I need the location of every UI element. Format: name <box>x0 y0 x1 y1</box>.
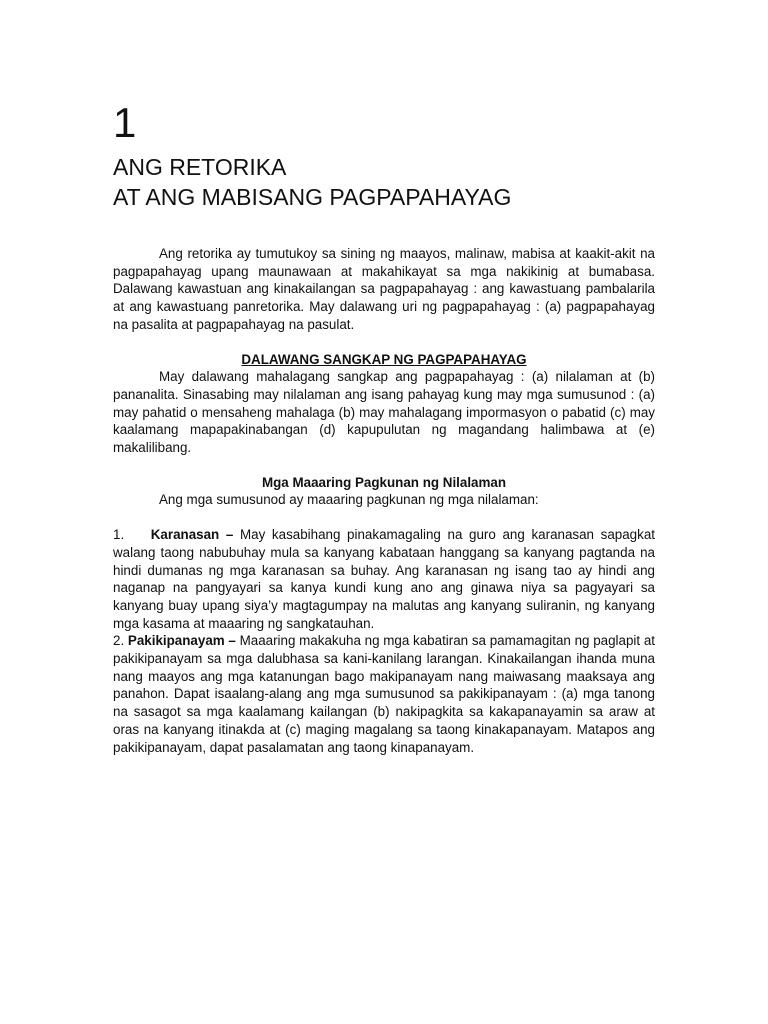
chapter-title-line-2: AT ANG MABISANG PAGPAPAHAYAG <box>113 184 512 210</box>
list-item-term: Karanasan – <box>150 527 234 543</box>
list-item-number: 1. <box>113 527 125 543</box>
intro-paragraph: Ang retorika ay tumutukoy sa sining ng maayos, malinaw, mabisa at kaakit-akit na pagpapahayag upang maunawaan at makahikayat sa mga nakikinig at bumabasa. Dalawang kawastuan ang kinakailangan sa pagpapahayag : ang kawastuang pambalarila at ang kawastuang panretorika. May dalawang uri ng pagpapahayag : (a) pagpapahayag na pasalita at pagpapahayag na pasulat. <box>113 246 655 332</box>
chapter-title-line-1: ANG RETORIKA <box>113 154 287 180</box>
section-heading-pagkunan: Mga Maaaring Pagkunan ng Nilalaman <box>261 474 507 490</box>
chapter-title <box>113 152 655 212</box>
list-item-term: Pakikipanayam – <box>127 633 236 649</box>
list-item-text: May kasabihang pinakamagaling na guro ang karanasan sapagkat walang taong nabubuhay mula sa kanyang kabataan hanggang sa kanyang pagtanda na hindi dumanas ng mga karanasan sa buhay. Ang karanasan ng isang tao ay hindi ang naganap na pangyayari sa kanya kundi kung ano ang ginawa niya sa pagyayari sa kanyang buay upang siya’y magtagumpay na malutas ang kanyang suliranin, ng kanyang mga kasama at maaaring ng sangkatauhan. <box>113 527 655 631</box>
chapter-number: 1 <box>113 99 137 146</box>
page-content <box>113 98 655 756</box>
list-item-number: 2. <box>113 633 125 649</box>
sangkap-paragraph: May dalawang mahalagang sangkap ang pagpapahayag : (a) nilalaman at (b) pananalita. Sinasabing may nilalaman ang isang pahayag kung may mga sumusunod : (a) may pahatid o mensaheng mahalaga (b) may mahalagang impormasyon o pabatid (c) may kaalamang mapapakinabangan (d) kapupulutan ng magandang halimbawa at (e) makalilibang. <box>113 369 655 456</box>
list-item-karanasan <box>113 526 655 632</box>
list-item-text: Maaaring makakuha ng mga kabatiran sa pamamagitan ng paglapit at pakikipanayam sa mga dalubhasa sa kani-kanilang larangan. Kinakailangan ihanda muna nang maayos ang mga katanungan bago makipanayam nang maiwasang maaksaya ang panahon. Dapat isaalang-alang ang mga sumusunod sa pakikipanayam : (a) mga tanong na sasagot sa mga kaalamang kailangan (b) nakipagkita sa kakapanayamin sa araw at oras na kanyang itinakda at (c) maging magalang sa taong kinakapanayam. Matapos ang pakikipanayam, dapat pasalamatan ang taong kinapanayam. <box>113 633 655 755</box>
list-item-pakikipanayam <box>113 632 655 756</box>
section-heading-sangkap: DALAWANG SANGKAP NG PAGPAPAHAYAG <box>241 351 527 367</box>
pagkunan-intro: Ang mga sumusunod ay maaaring pagkunan ng mga nilalaman: <box>159 492 539 508</box>
